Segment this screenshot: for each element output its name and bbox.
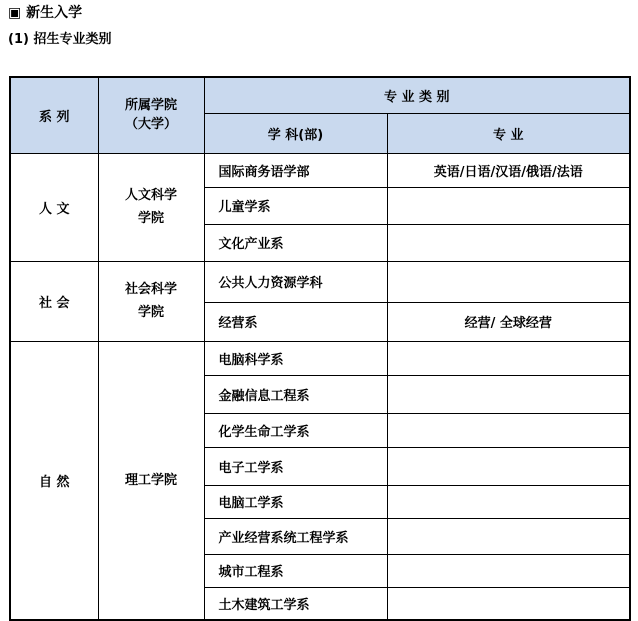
major-cell xyxy=(387,518,630,554)
table-row xyxy=(10,261,630,302)
major-cell xyxy=(387,341,630,375)
table-row xyxy=(10,341,630,375)
major-cell xyxy=(387,587,630,620)
major-cell xyxy=(387,187,630,224)
college-cell: 人文科学 学院 xyxy=(98,153,204,261)
college-cell: 理工学院 xyxy=(98,341,204,620)
table-row xyxy=(10,153,630,187)
subsection-heading: (1) 招生专业类别 xyxy=(8,32,112,47)
dept-cell: 产业经营系统工程学系 xyxy=(204,518,387,554)
major-cell xyxy=(387,447,630,485)
dept-cell: 土木建筑工学系 xyxy=(204,587,387,620)
dept-cell: 文化产业系 xyxy=(204,224,387,261)
dept-cell: 金融信息工程系 xyxy=(204,375,387,413)
dept-cell: 公共人力资源学科 xyxy=(204,261,387,302)
major-cell: 经营/ 全球经营 xyxy=(387,302,630,341)
header-series: 系 列 xyxy=(10,77,98,153)
major-cell xyxy=(387,375,630,413)
dept-cell: 化学生命工学系 xyxy=(204,413,387,447)
dept-cell: 国际商务语学部 xyxy=(204,153,387,187)
series-cell: 社 会 xyxy=(10,261,98,341)
series-cell: 自 然 xyxy=(10,341,98,620)
header-college: 所属学院 （大学） xyxy=(98,77,204,153)
header-dept: 学 科(部) xyxy=(204,113,387,153)
header-category: 专 业 类 别 xyxy=(204,77,630,113)
major-cell xyxy=(387,224,630,261)
dept-cell: 城市工程系 xyxy=(204,554,387,587)
major-cell: 英语/日语/汉语/俄语/法语 xyxy=(387,153,630,187)
college-cell: 社会科学 学院 xyxy=(98,261,204,341)
major-cell xyxy=(387,413,630,447)
dept-cell: 电子工学系 xyxy=(204,447,387,485)
major-cell xyxy=(387,485,630,518)
dept-cell: 电脑工学系 xyxy=(204,485,387,518)
header-major: 专 业 xyxy=(387,113,630,153)
dept-cell: 经营系 xyxy=(204,302,387,341)
major-cell xyxy=(387,554,630,587)
section-heading: ▣ 新生入学 xyxy=(8,5,83,21)
dept-cell: 电脑科学系 xyxy=(204,341,387,375)
majors-table xyxy=(9,76,631,621)
dept-cell: 儿童学系 xyxy=(204,187,387,224)
series-cell: 人 文 xyxy=(10,153,98,261)
major-cell xyxy=(387,261,630,302)
